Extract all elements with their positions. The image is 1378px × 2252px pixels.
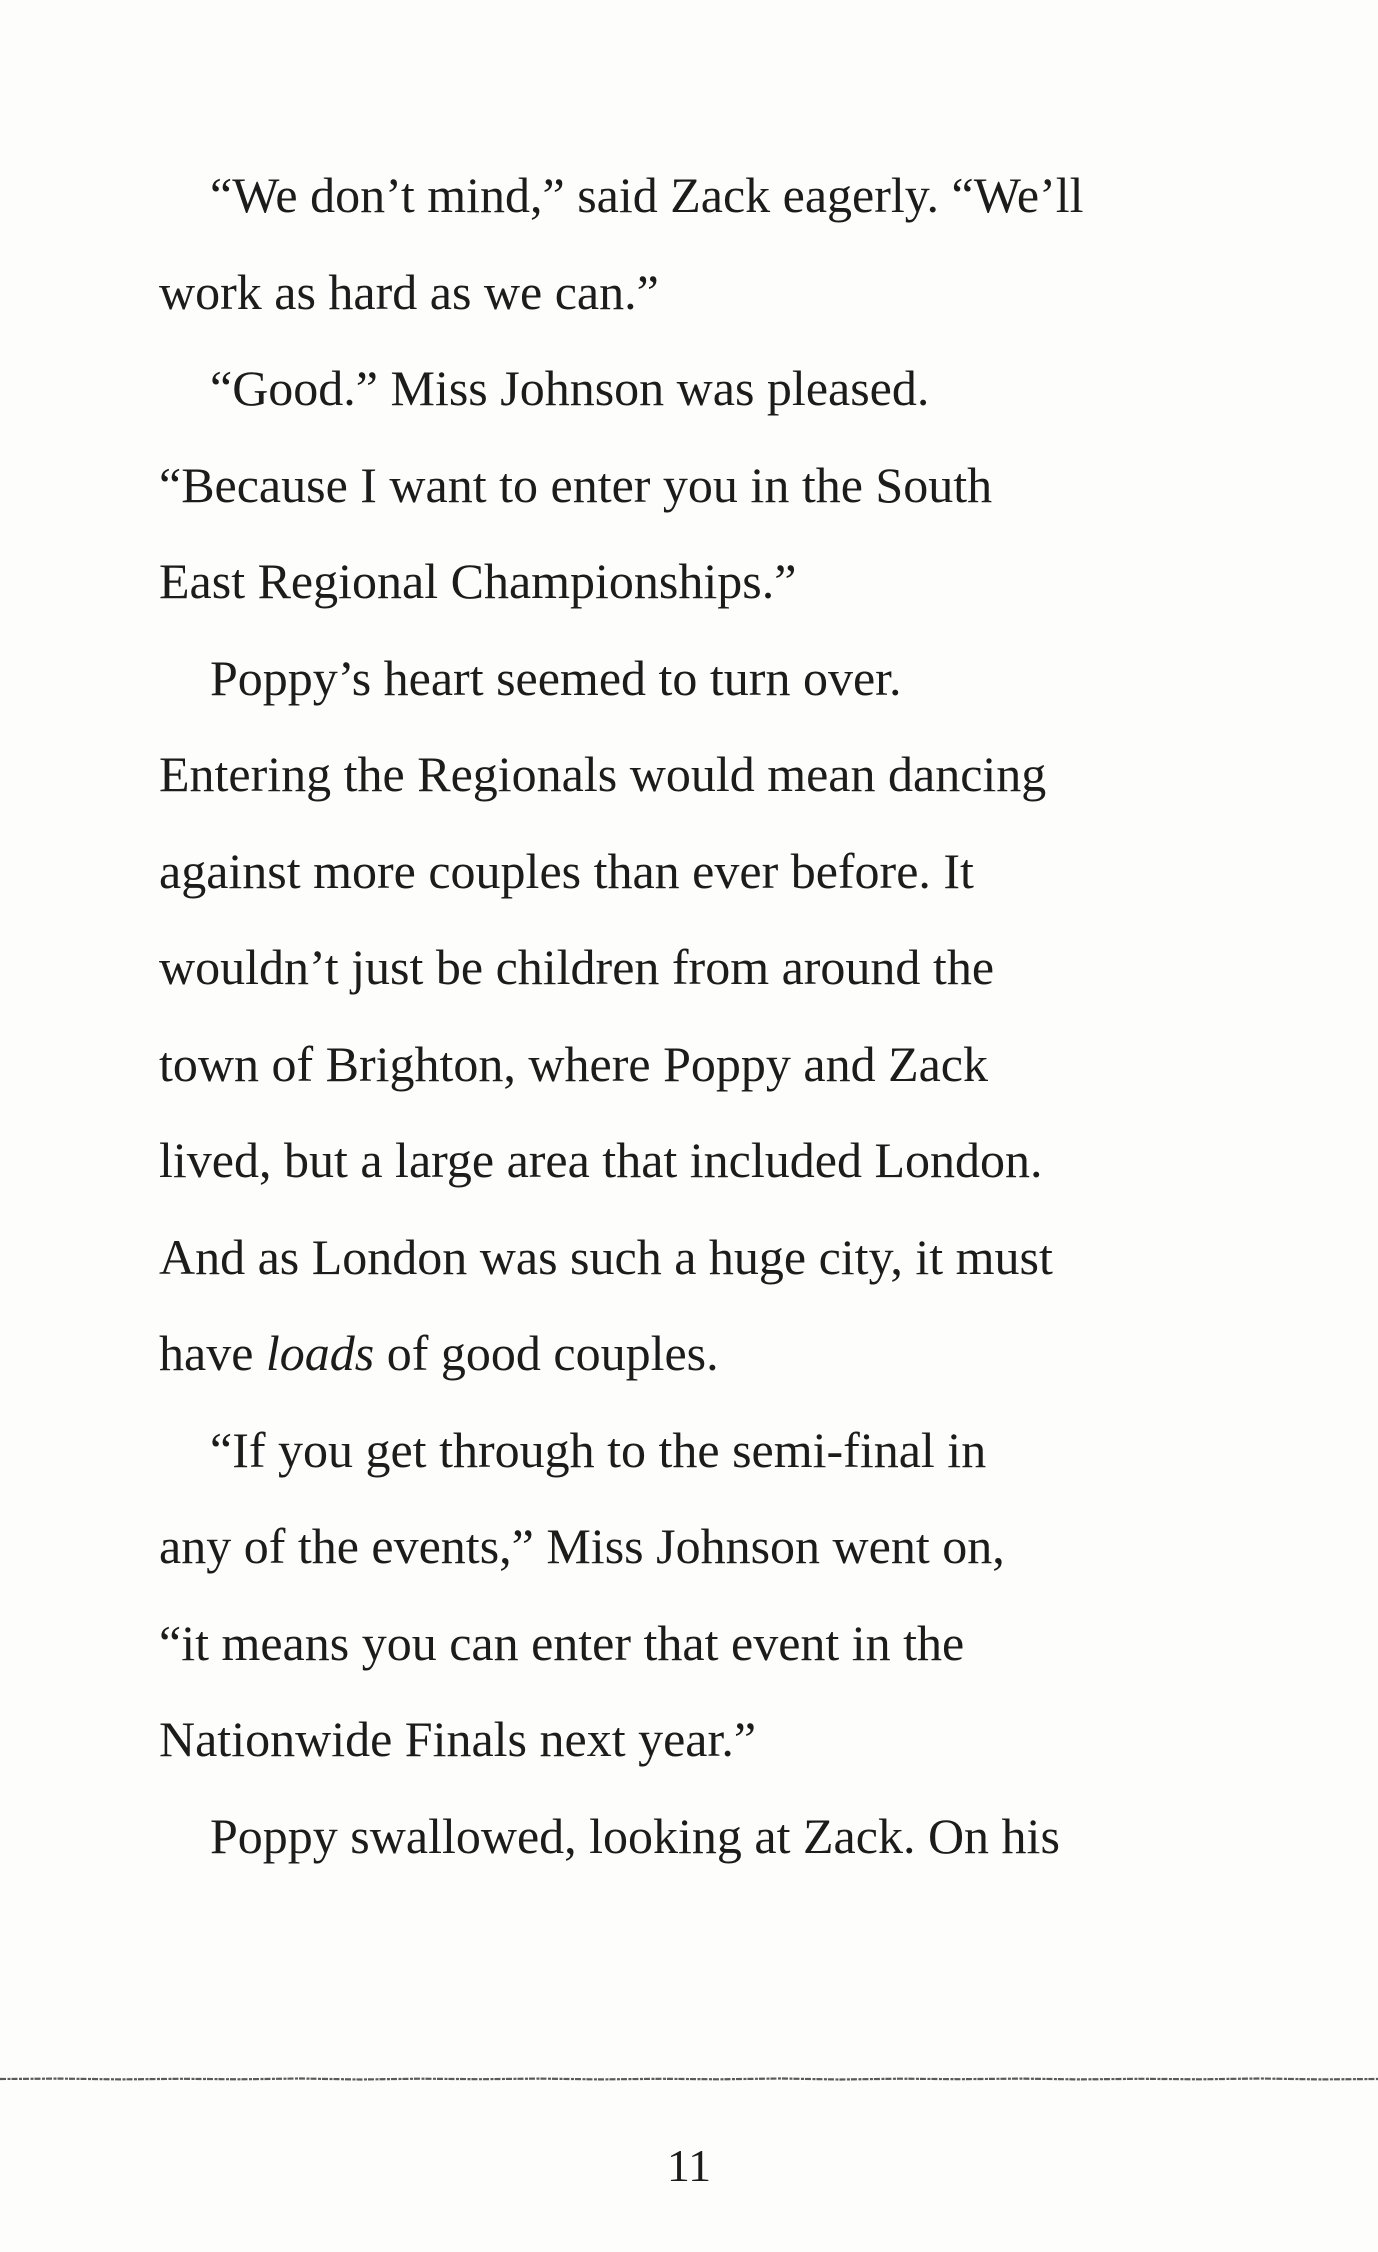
text-line: Entering the Regionals would mean dancing [159, 746, 1047, 802]
text-line: “it means you can enter that event in the [159, 1614, 965, 1671]
text-line: lived, but a large area that included London. [159, 1132, 1043, 1188]
text-line: town of Brighton, where Poppy and Zack [159, 1035, 989, 1092]
text-segment: of good couples. [374, 1325, 719, 1381]
text-line: work as hard as we can.” [159, 263, 659, 320]
text-line: Poppy swallowed, looking at Zack. On his [210, 1807, 1060, 1864]
footer-divider [0, 2076, 1378, 2082]
text-line: any of the events,” Miss Johnson went on, [159, 1518, 1005, 1574]
text-line: “Because I want to enter you in the South [159, 456, 993, 513]
text-line: “Good.” Miss Johnson was pleased. [210, 360, 930, 416]
emphasized-word: loads [265, 1325, 375, 1381]
text-line: Poppy’s heart seemed to turn over. [210, 649, 902, 706]
text-line: “We don’t mind,” said Zack eagerly. “We’ll [210, 167, 1084, 223]
text-line: Nationwide Finals next year.” [159, 1711, 757, 1767]
text-line: against more couples than ever before. It [159, 842, 974, 899]
text-segment: have [159, 1325, 266, 1381]
text-line: East Regional Championships.” [159, 553, 797, 609]
body-text [159, 160, 1219, 1897]
text-line: “If you get through to the semi-final in [210, 1421, 987, 1478]
text-line: wouldn’t just be children from around the [159, 939, 995, 995]
page-number: 11 [666, 2140, 712, 2191]
text-line: And as London was such a huge city, it must [159, 1228, 1053, 1285]
text-line [159, 1318, 1219, 1415]
